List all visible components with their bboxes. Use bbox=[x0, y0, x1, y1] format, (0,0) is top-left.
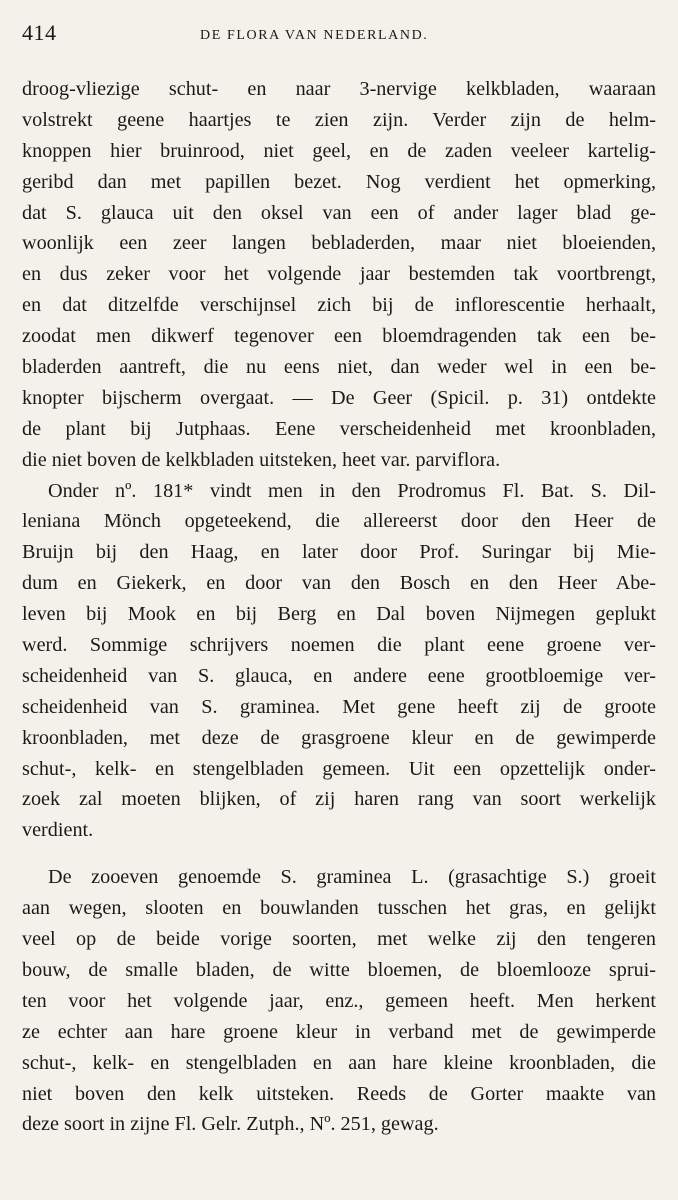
text-line: bouw, de smalle bladen, de witte bloemen, de bloemlooze sprui- bbox=[22, 958, 656, 981]
text-line: ze echter aan hare groene kleur in verband met de gewimperde bbox=[22, 1020, 656, 1043]
text-line: ten voor het volgende jaar, enz., gemeen heeft. Men herkent bbox=[22, 989, 656, 1012]
text-line: werd. Sommige schrijvers noemen die plant eene groene ver- bbox=[22, 634, 656, 657]
text-line: droog-vliezige schut- en naar 3-nervige kelkbladen, waaraan bbox=[22, 78, 656, 100]
text-line: leniana Mönch opgeteekend, die allereerst door den Heer de bbox=[22, 510, 656, 533]
page-header bbox=[22, 20, 656, 50]
text-line: volstrekt geene haartjes te zien zijn. Verder zijn de helm- bbox=[22, 108, 656, 131]
paragraph-3 bbox=[22, 862, 656, 1140]
text-line: aan wegen, slooten en bouwlanden tusschen het gras, en gelijkt bbox=[22, 897, 656, 920]
text-line: bladerden aantreft, die nu eens niet, dan weder wel in een be- bbox=[22, 356, 656, 379]
text-line: en dus zeker voor het volgende jaar bestemden tak voortbrengt, bbox=[22, 263, 656, 286]
text-line: De zooeven genoemde S. graminea L. (grasachtige S.) groeit bbox=[48, 866, 656, 889]
text-line: Bruijn bij den Haag, en later door Prof. Suringar bij Mie- bbox=[22, 541, 656, 564]
text-line: deze soort in zijne Fl. Gelr. Zutph., Nº. 251, gewag. bbox=[22, 1113, 439, 1136]
text-line: knopter bijscherm overgaat. — De Geer (Spicil. p. 31) ontdekte bbox=[22, 386, 656, 409]
text-line: schut-, kelk- en stengelbladen en aan hare kleine kroonbladen, die bbox=[22, 1051, 656, 1074]
text-line: dat S. glauca uit den oksel van een of ander lager blad ge- bbox=[22, 201, 656, 224]
text-line: niet boven den kelk uitsteken. Reeds de Gorter maakte van bbox=[22, 1082, 656, 1105]
page-number: 414 bbox=[22, 20, 57, 45]
running-title: DE FLORA VAN NEDERLAND. bbox=[200, 28, 429, 43]
text-line: verdient. bbox=[22, 819, 94, 842]
text-line: die niet boven de kelkbladen uitsteken, heet var. parviflora. bbox=[22, 448, 501, 471]
text-line: scheidenheid van S. glauca, en andere eene grootbloemige ver- bbox=[22, 664, 656, 687]
text-line: woonlijk een zeer langen bebladerden, maar niet bloeienden, bbox=[22, 232, 656, 255]
paragraph-2 bbox=[22, 476, 656, 847]
body-text bbox=[22, 74, 656, 1140]
text-line: schut-, kelk- en stengelbladen gemeen. Uit een opzettelijk onder- bbox=[22, 757, 656, 780]
text-line: Onder nº. 181* vindt men in den Prodromus Fl. Bat. S. Dil- bbox=[48, 479, 656, 502]
text-line: kroonbladen, met deze de grasgroene kleur en de gewimperde bbox=[22, 726, 656, 749]
text-line: dum en Giekerk, en door van den Bosch en den Heer Abe- bbox=[22, 572, 656, 595]
text-line: zoek zal moeten blijken, of zij haren rang van soort werkelijk bbox=[22, 788, 656, 811]
text-line: de plant bij Jutphaas. Eene verscheidenheid met kroonbladen, bbox=[22, 417, 656, 440]
text-line: zoodat men dikwerf tegenover een bloemdragenden tak een be- bbox=[22, 325, 656, 348]
text-line: scheidenheid van S. graminea. Met gene heeft zij de groote bbox=[22, 695, 656, 718]
paragraph-1 bbox=[22, 74, 656, 476]
text-line: leven bij Mook en bij Berg en Dal boven Nijmegen geplukt bbox=[22, 603, 656, 626]
text-line: veel op de beide vorige soorten, met welke zij den tengeren bbox=[22, 928, 656, 951]
text-line: geribd dan met papillen bezet. Nog verdient het opmerking, bbox=[22, 170, 656, 193]
text-line: knoppen hier bruinrood, niet geel, en de zaden veeleer kartelig- bbox=[22, 139, 656, 162]
text-line: en dat ditzelfde verschijnsel zich bij de inflorescentie herhaalt, bbox=[22, 294, 656, 317]
paragraph-gap bbox=[22, 846, 656, 862]
